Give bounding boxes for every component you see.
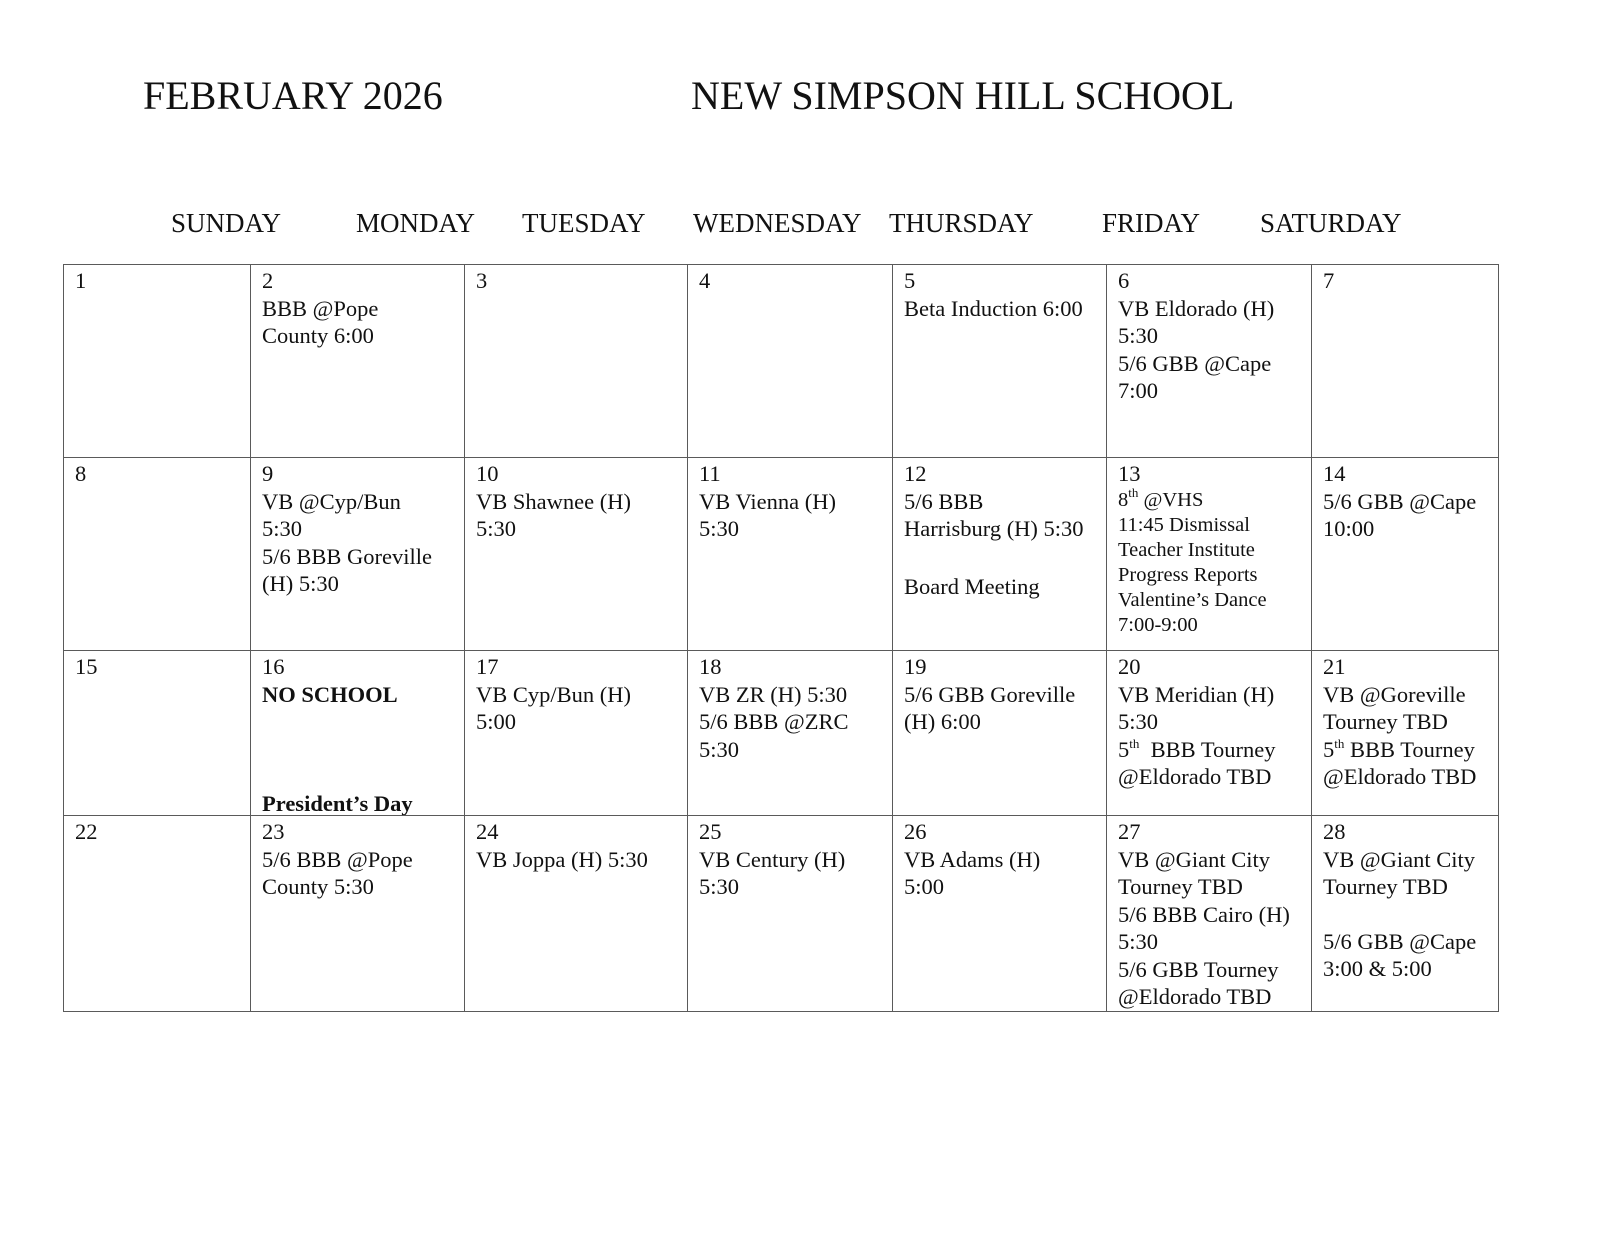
day-cell-11 (688, 458, 893, 651)
event-line: VB @Giant City (1118, 846, 1270, 872)
day-cell-24 (465, 816, 688, 1012)
event-line: VB Shawnee (H) (476, 488, 631, 514)
event-line: VB Meridian (H) (1118, 681, 1275, 707)
event-line: 7:00 (1118, 378, 1159, 403)
day-number: 17 (476, 654, 499, 679)
event-line: Tourney TBD (1323, 709, 1448, 734)
event-line: VB Vienna (H) (699, 488, 836, 514)
event-line: County 6:00 (262, 323, 374, 348)
event-line (1323, 736, 1488, 764)
day-number: 3 (476, 268, 488, 293)
day-number: 21 (1323, 654, 1346, 679)
weekday-saturday: SATURDAY (1260, 208, 1402, 238)
day-cell-2 (251, 265, 465, 458)
event-line: 5/6 BBB @Pope (262, 846, 413, 872)
event-line: 5:30 (1118, 929, 1159, 954)
day-cell-15 (64, 651, 251, 816)
event-line: VB Joppa (H) 5:30 (476, 846, 648, 872)
event-line: VB @Giant City (1323, 846, 1475, 872)
event-line: 5/6 GBB Goreville (904, 681, 1076, 707)
day-cell-21 (1312, 651, 1499, 816)
week-row-4 (64, 816, 1499, 1012)
event-text: @VHS (1138, 488, 1204, 511)
day-cell-16 (251, 651, 465, 816)
day-number: 8 (75, 461, 87, 486)
day-cell-26 (893, 816, 1107, 1012)
day-cell-8 (64, 458, 251, 651)
event-line: @Eldorado TBD (1323, 764, 1477, 789)
event-line: Teacher Institute (1118, 538, 1255, 561)
day-number: 10 (476, 461, 499, 486)
day-number: 13 (1118, 461, 1141, 486)
event-line: @Eldorado TBD (1118, 984, 1272, 1009)
week-row-1 (64, 265, 1499, 458)
event-line: VB @Goreville (1323, 681, 1466, 707)
event-line: 5/6 BBB (904, 488, 984, 514)
event-line: (H) 6:00 (904, 709, 981, 734)
event-line: 10:00 (1323, 516, 1375, 541)
weekday-friday: FRIDAY (1102, 208, 1201, 238)
event-line: 5:30 (476, 516, 517, 541)
day-number: 1 (75, 268, 87, 293)
spacer (904, 543, 1096, 570)
ordinal-suffix: th (1128, 484, 1139, 500)
day-cell-27 (1107, 816, 1312, 1012)
day-cell-14 (1312, 458, 1499, 651)
event-line: Valentine’s Dance (1118, 588, 1267, 611)
no-school-label: NO SCHOOL (262, 681, 398, 707)
day-number: 19 (904, 654, 927, 679)
event-line: 5:30 (699, 516, 740, 541)
event-line: 5/6 GBB @Cape (1323, 928, 1477, 954)
day-number: 25 (699, 819, 722, 844)
event-line (1118, 484, 1301, 513)
day-number: 12 (904, 461, 927, 486)
ordinal-number: 8 (1118, 488, 1129, 511)
day-number: 4 (699, 268, 711, 293)
event-line: VB Eldorado (H) (1118, 295, 1275, 321)
event-line: 5:00 (476, 709, 517, 734)
day-number: 15 (75, 654, 98, 679)
day-cell-5 (893, 265, 1107, 458)
event-line: VB Century (H) (699, 846, 846, 872)
day-number: 16 (262, 654, 285, 679)
ordinal-suffix: th (1129, 735, 1140, 751)
day-cell-13 (1107, 458, 1312, 651)
day-cell-28 (1312, 816, 1499, 1012)
day-cell-12 (893, 458, 1107, 651)
day-number: 20 (1118, 654, 1141, 679)
event-line: 5/6 GBB @Cape (1323, 488, 1477, 514)
day-cell-3 (465, 265, 688, 458)
weekday-sunday: SUNDAY (171, 208, 282, 238)
event-line (1118, 736, 1301, 764)
ordinal-number: 5 (1118, 736, 1130, 762)
event-line: 5:30 (699, 736, 740, 762)
day-cell-7 (1312, 265, 1499, 458)
event-text: BBB Tourney (1344, 736, 1475, 762)
event-line: 5/6 GBB Tourney (1118, 956, 1279, 982)
day-number: 24 (476, 819, 499, 844)
event-line: VB Adams (H) (904, 846, 1041, 872)
day-number: 2 (262, 268, 274, 293)
event-line: Beta Induction 6:00 (904, 295, 1083, 321)
day-cell-17 (465, 651, 688, 816)
day-cell-23 (251, 816, 465, 1012)
day-number: 23 (262, 819, 285, 844)
event-line: 5:30 (1118, 323, 1159, 348)
event-line: Harrisburg (H) 5:30 (904, 516, 1084, 541)
event-line: VB ZR (H) 5:30 (699, 681, 848, 707)
day-cell-6 (1107, 265, 1312, 458)
day-number: 14 (1323, 461, 1346, 486)
holiday-label: President’s Day (262, 790, 413, 816)
day-cell-4 (688, 265, 893, 458)
day-number: 22 (75, 819, 98, 844)
day-number: 5 (904, 268, 916, 293)
event-line: Tourney TBD (1118, 874, 1243, 899)
ordinal-suffix: th (1334, 735, 1345, 751)
day-number: 11 (699, 461, 721, 486)
event-line: 5:30 (1118, 709, 1159, 734)
day-number: 26 (904, 819, 927, 844)
event-line: 3:00 & 5:00 (1323, 956, 1432, 981)
week-row-3 (64, 651, 1499, 816)
weekday-thursday: THURSDAY (889, 208, 1034, 238)
weekday-wednesday: WEDNESDAY (693, 208, 862, 238)
day-number: 27 (1118, 819, 1141, 844)
event-line: 5/6 BBB Goreville (262, 543, 432, 569)
event-line: Tourney TBD (1323, 874, 1448, 899)
event-line: 5:00 (904, 874, 945, 899)
event-line: VB @Cyp/Bun (262, 488, 401, 514)
day-number: 6 (1118, 268, 1130, 293)
event-line: 5:30 (262, 516, 303, 541)
month-title: FEBRUARY 2026 (143, 73, 443, 118)
spacer (1323, 901, 1488, 928)
event-line: (H) 5:30 (262, 571, 339, 596)
day-cell-1 (64, 265, 251, 458)
day-cell-9 (251, 458, 465, 651)
event-line: 11:45 Dismissal (1118, 513, 1250, 536)
event-line: 5/6 GBB @Cape (1118, 350, 1272, 376)
day-cell-10 (465, 458, 688, 651)
weekday-monday: MONDAY (356, 208, 476, 238)
day-cell-25 (688, 816, 893, 1012)
event-line: @Eldorado TBD (1118, 764, 1272, 789)
day-number: 28 (1323, 819, 1346, 844)
day-cell-19 (893, 651, 1107, 816)
calendar-grid (63, 264, 1499, 1012)
day-cell-18 (688, 651, 893, 816)
day-number: 7 (1323, 268, 1335, 293)
event-line: Progress Reports (1118, 563, 1258, 586)
ordinal-number: 5 (1323, 736, 1335, 762)
event-line: Board Meeting (904, 573, 1040, 599)
school-name: NEW SIMPSON HILL SCHOOL (691, 73, 1235, 118)
week-row-2 (64, 458, 1499, 651)
event-line: 5:30 (699, 874, 740, 899)
event-text: BBB Tourney (1139, 736, 1276, 762)
weekday-tuesday: TUESDAY (522, 208, 646, 238)
event-line: 7:00-9:00 (1118, 613, 1198, 636)
event-line: BBB @Pope (262, 295, 379, 321)
event-line: 5/6 BBB @ZRC (699, 709, 849, 734)
event-line: VB Cyp/Bun (H) (476, 681, 632, 707)
day-number: 9 (262, 461, 274, 486)
event-line: 5/6 BBB Cairo (H) (1118, 901, 1290, 927)
day-cell-22 (64, 816, 251, 1012)
event-line: County 5:30 (262, 874, 374, 899)
day-number: 18 (699, 654, 722, 679)
day-cell-20 (1107, 651, 1312, 816)
